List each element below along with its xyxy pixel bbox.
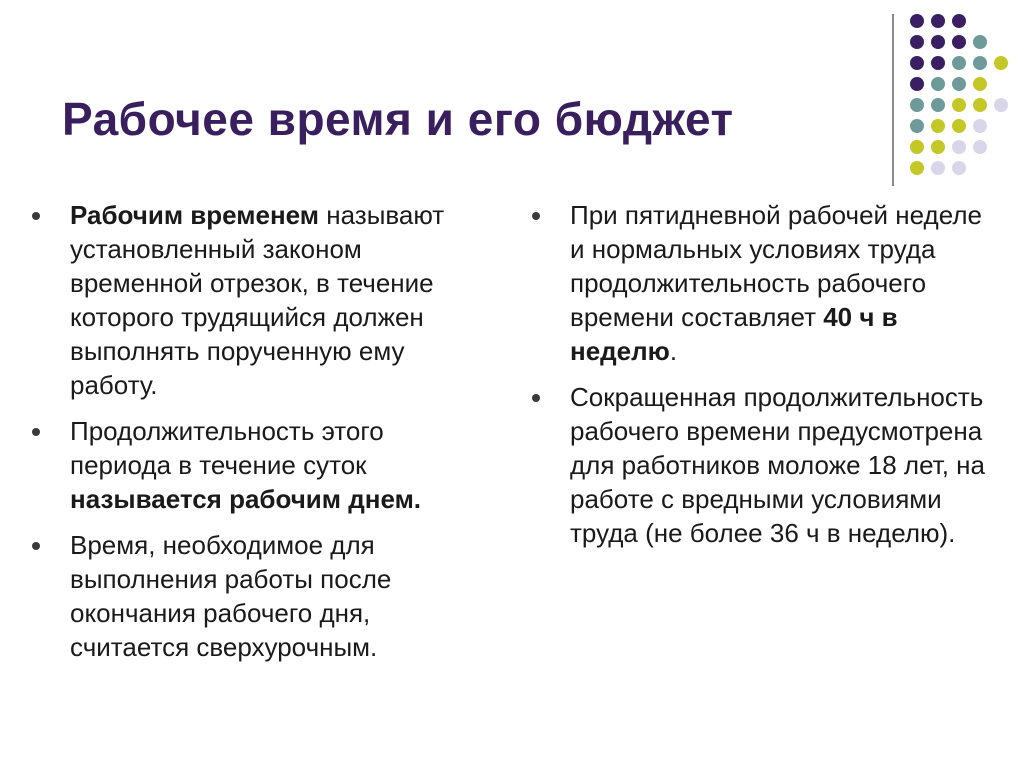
dot-grid-decoration (0, 0, 1024, 180)
list-item (32, 528, 492, 664)
decorative-dot (952, 140, 966, 154)
decorative-dot (910, 140, 924, 154)
bullet-icon (32, 212, 40, 220)
bullet-text: Продолжительность этого периода в течение суток (70, 416, 384, 480)
right-column (532, 198, 1002, 562)
decorative-dot (931, 119, 945, 133)
bullet-text-end: . (669, 336, 678, 366)
decorative-dot (973, 35, 987, 49)
bullet-icon (32, 428, 40, 436)
decorative-dot (910, 161, 924, 175)
decorative-dot (910, 56, 924, 70)
bold-term: называется рабочим днем. (70, 484, 422, 514)
decorative-dot (994, 56, 1008, 70)
decorative-dot (931, 35, 945, 49)
bullet-icon (532, 212, 540, 220)
decorative-dot (952, 161, 966, 175)
decorative-dot (931, 56, 945, 70)
bold-term: Рабочим временем (70, 200, 320, 230)
decorative-dot (973, 56, 987, 70)
decorative-dot (952, 77, 966, 91)
list-item (532, 198, 1002, 368)
decorative-dot (973, 98, 987, 112)
title-divider (892, 14, 894, 186)
decorative-dot (931, 140, 945, 154)
bullet-text: Время, необходимое для выполнения работы после окончания рабочего дня, считается сверхурочным. (70, 530, 392, 662)
decorative-dot (952, 56, 966, 70)
decorative-dot (931, 98, 945, 112)
decorative-dot (910, 98, 924, 112)
decorative-dot (973, 77, 987, 91)
decorative-dot (910, 119, 924, 133)
decorative-dot (931, 77, 945, 91)
bullet-text: Сокращенная продолжительность рабочего времени предусмотрена для работников моложе 18 лет, на работе с вредными условиями труда (не более 36 ч в неделю). (570, 382, 985, 548)
decorative-dot (952, 119, 966, 133)
decorative-dot (910, 35, 924, 49)
bullet-icon (532, 394, 540, 402)
list-item (32, 198, 492, 402)
decorative-dot (952, 14, 966, 28)
list-item (32, 414, 492, 516)
decorative-dot (952, 98, 966, 112)
decorative-dot (931, 161, 945, 175)
decorative-dot (973, 140, 987, 154)
left-column (32, 198, 492, 676)
decorative-dot (910, 14, 924, 28)
bullet-icon (32, 542, 40, 550)
decorative-dot (952, 35, 966, 49)
list-item (532, 380, 1002, 550)
bullet-text: называют установленный законом временной отрезок, в течение которого трудящийся должен выполнять порученную ему работу. (70, 200, 445, 400)
slide-title: Рабочее время и его бюджет (62, 93, 734, 145)
decorative-dot (931, 14, 945, 28)
bold-term: 40 ч в неделю (570, 302, 898, 366)
decorative-dot (994, 98, 1008, 112)
decorative-dot (910, 77, 924, 91)
decorative-dot (973, 119, 987, 133)
bullet-text: При пятидневной рабочей неделе и нормальных условиях труда продолжительность рабочего времени составляет (570, 200, 982, 332)
